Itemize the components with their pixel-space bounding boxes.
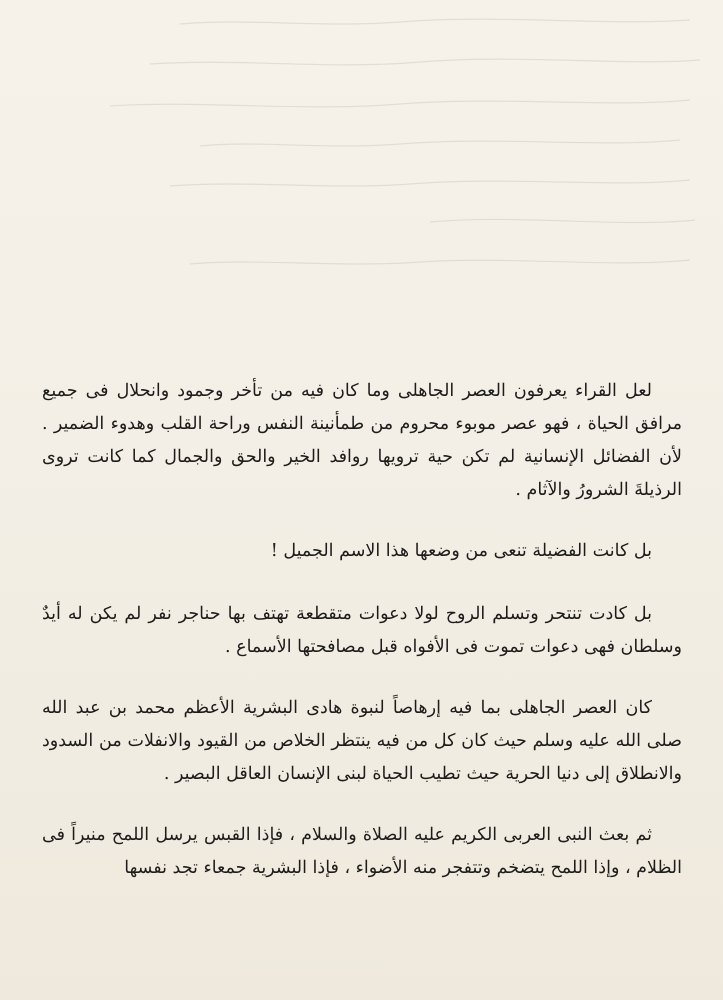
paragraph-2: بل كانت الفضيلة تنعى من وضعها هذا الاسم الجميل !	[270, 541, 652, 561]
body-text	[42, 375, 682, 913]
show-through-texture	[0, 0, 723, 300]
paragraph-5: ثم بعث النبى العربى الكريم عليه الصلاة والسلام ، فإذا القبس يرسل اللمح منيراً فى الظلام ، وإذا اللمح يتضخم وتتفجر منه الأضواء ، فإذا البشرية جمعاء تجد نفسها	[42, 825, 682, 878]
paragraph-1: لعل القراء يعرفون العصر الجاهلى وما كان فيه من تأخر وجمود وانحلال فى جميع مرافق الحياة ، فهو عصر موبوء محروم من طمأنينة النفس وراحة القلب وهدوء الضمير . لأن الفضائل الإنسانية لم تكن حية ترويها روافد الخير والحق والجمال كما كانت تروى الرذيلةَ الشرورُ والآثام .	[42, 381, 682, 500]
paragraph-3: بل كادت تنتحر وتسلم الروح لولا دعوات متقطعة تهتف بها حناجر نفر لم يكن له أيدٌ وسلطان فهى دعوات تموت فى الأفواه قبل مصافحتها الأسماع .	[42, 604, 682, 657]
paragraph-4: كان العصر الجاهلى بما فيه إرهاصاً لنبوة هادى البشرية الأعظم محمد بن عبد الله صلى الله عليه وسلم حيث كان كل من فيه ينتظر الخلاص من القيود والانفلات من السدود والانطلاق إلى دنيا الحرية حيث تطيب الحياة لبنى الإنسان العاقل البصير .	[42, 698, 682, 784]
